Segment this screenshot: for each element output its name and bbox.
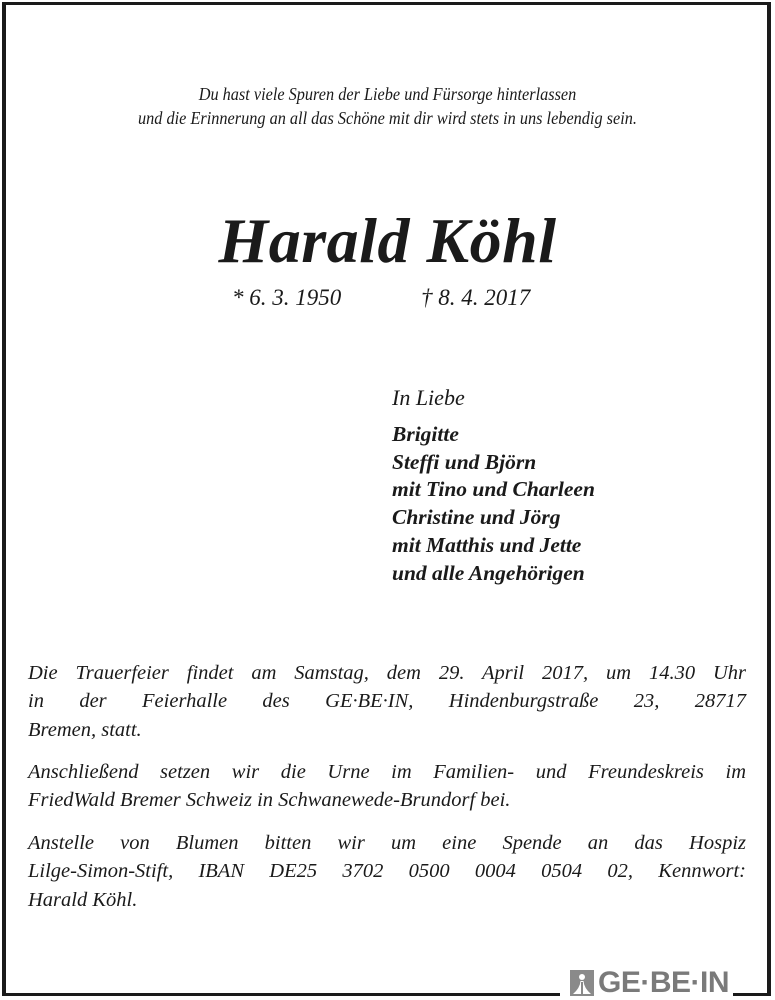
paragraph-line: Bremen, statt. xyxy=(28,718,142,741)
mourner-line: Steffi und Björn xyxy=(392,449,537,474)
paragraph-line: Harald Köhl. xyxy=(28,888,138,911)
birth-date: * 6. 3. 1950 xyxy=(232,285,342,310)
motto xyxy=(27,82,748,130)
mourner-line: mit Matthis und Jette xyxy=(392,532,582,557)
mourners-list xyxy=(392,421,595,587)
death-date: † 8. 4. 2017 xyxy=(421,285,531,310)
mourner-line: Brigitte xyxy=(392,422,459,446)
burial-paragraph xyxy=(28,758,746,815)
gebein-logo-icon xyxy=(570,970,594,996)
paragraph-line: Anschließend setzen wir die Urne im Familien- und Freundeskreis im xyxy=(28,761,746,783)
ceremony-paragraph xyxy=(28,659,746,744)
deceased-name: Harald Köhl xyxy=(218,205,557,276)
paragraph-line: Anstelle von Blumen bitten wir um eine Spende an das Hospiz xyxy=(28,832,746,854)
gebein-logo-text: GE·BE·IN xyxy=(598,966,729,999)
mourner-line: mit Tino und Charleen xyxy=(392,477,595,502)
motto-line-1: Du hast viele Spuren der Liebe und Fürsorge hinterlassen xyxy=(198,84,577,104)
mourner-line: Christine und Jörg xyxy=(392,505,561,530)
gebein-logo xyxy=(566,967,733,999)
mourner-line: und alle Angehörigen xyxy=(392,560,585,585)
paragraph-line: Lilge-Simon-Stift, IBAN DE25 3702 0500 0004 0504 02, Kennwort: xyxy=(28,860,746,883)
paragraph-line: in der Feierhalle des GE·BE·IN, Hindenburgstraße 23, 28717 xyxy=(28,690,746,713)
donation-paragraph xyxy=(28,829,746,914)
paragraph-line: FriedWald Bremer Schweiz in Schwanewede-Brundorf bei. xyxy=(28,789,511,812)
motto-line-2: und die Erinnerung an all das Schöne mit dir wird stets in uns lebendig sein. xyxy=(138,108,637,128)
paragraph-line: Die Trauerfeier findet am Samstag, dem 29. April 2017, um 14.30 Uhr xyxy=(28,662,746,684)
mourners-intro: In Liebe xyxy=(392,385,465,410)
